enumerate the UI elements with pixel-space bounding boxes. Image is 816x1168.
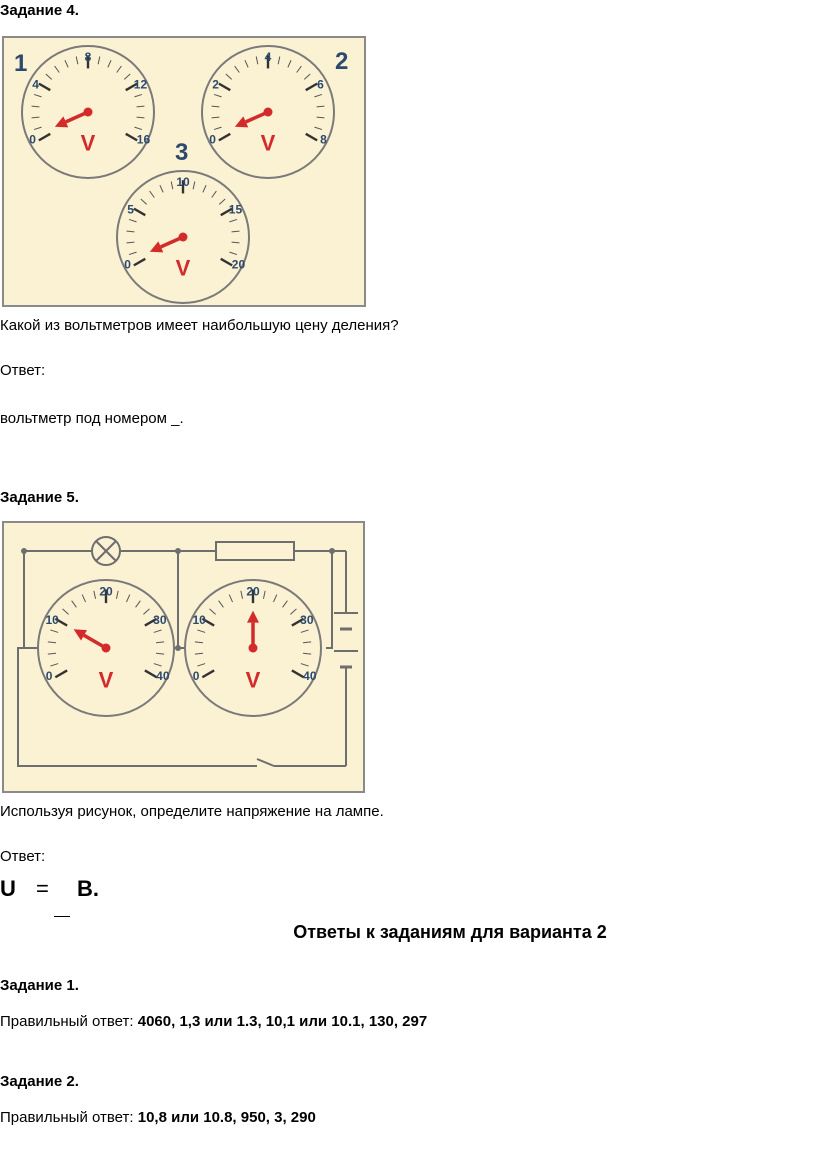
task4-answer-label: Ответ: <box>0 362 46 379</box>
meter-1-number: 1 <box>14 50 28 77</box>
answers-task2-heading: Задание 2. <box>0 1073 79 1090</box>
answer-blank <box>54 916 70 917</box>
formula-equals: = <box>36 876 49 901</box>
voltmeter-3-tick-label: 5 <box>127 202 134 217</box>
voltmeter-2-unit: V <box>260 130 276 156</box>
task4-question: Какой из вольтметров имеет наибольшую цену деления? <box>0 317 399 334</box>
formula-u: U <box>0 876 16 901</box>
task5-heading: Задание 5. <box>0 489 79 506</box>
voltmeter-3 <box>117 171 249 303</box>
voltmeter-3-tick-label: 15 <box>228 202 243 217</box>
task5-answer-label: Ответ: <box>0 848 46 865</box>
voltmeter-1-pivot <box>84 108 93 117</box>
circuit-voltmeter-2-unit: V <box>245 667 261 693</box>
voltmeter-3-tick-label: 10 <box>176 175 190 190</box>
circuit-figure <box>2 521 365 793</box>
circuit-voltmeter-1-tick-label: 0 <box>45 669 53 684</box>
voltmeter-2-tick-label: 4 <box>264 50 272 65</box>
circuit-voltmeter-2-tick-label: 30 <box>300 612 314 627</box>
voltmeter-2 <box>202 46 334 178</box>
circuit-voltmeter-1-pivot <box>102 644 111 653</box>
voltmeter-1 <box>22 46 154 178</box>
voltmeter-3-unit: V <box>175 255 191 281</box>
answers-task1-heading: Задание 1. <box>0 977 79 994</box>
answers-title: Ответы к заданиям для варианта 2 <box>293 922 607 942</box>
voltmeter-2-pivot <box>264 108 273 117</box>
circuit-voltmeter-2-tick-label: 0 <box>192 669 200 684</box>
task4-heading: Задание 4. <box>0 2 79 19</box>
task4-answer-text: вольтметр под номером _. <box>0 410 184 427</box>
resistor-symbol <box>216 542 294 560</box>
voltmeter-3-tick-label: 0 <box>124 257 131 272</box>
formula-unit: В. <box>77 876 99 901</box>
voltmeter-2-tick-label: 8 <box>320 132 327 147</box>
circuit-voltmeter-2-tick-label: 10 <box>192 612 206 627</box>
voltmeter-2-tick-label: 0 <box>209 132 216 147</box>
voltmeter-2-tick-label: 6 <box>317 77 324 92</box>
voltmeter-1-tick-label: 0 <box>29 132 36 147</box>
voltmeter-1-tick-label: 8 <box>84 50 92 65</box>
circuit-voltmeter-1-tick-label: 40 <box>156 669 170 684</box>
voltmeter-resistor <box>185 580 321 716</box>
answers-task2-line <box>0 1109 316 1126</box>
voltmeter-2-tick-label: 2 <box>212 77 219 92</box>
formula-line <box>0 876 99 902</box>
voltmeter-1-tick-label: 4 <box>32 77 39 92</box>
voltmeter-lamp <box>38 580 174 716</box>
answers-task2-values: 10,8 или 10.8, 950, 3, 290 <box>137 1109 316 1126</box>
voltmeter-3-tick-label: 20 <box>231 257 246 272</box>
lamp-symbol <box>92 537 120 565</box>
circuit-voltmeter-2-tick-label: 40 <box>303 669 317 684</box>
circuit-voltmeter-2-tick-label: 20 <box>246 584 260 599</box>
voltmeter-1-unit: V <box>80 130 96 156</box>
voltmeter-1-tick-label: 16 <box>136 132 151 147</box>
circuit-voltmeter-2-pivot <box>249 644 258 653</box>
circuit-voltmeter-1-tick-label: 20 <box>99 584 113 599</box>
answers-task1-line <box>0 1013 427 1030</box>
task5-question: Используя рисунок, определите напряжение на лампе. <box>0 803 384 820</box>
voltmeter-3-pivot <box>179 233 188 242</box>
circuit-voltmeter-1-tick-label: 30 <box>153 612 167 627</box>
answers-task1-prefix: Правильный ответ: <box>0 1013 138 1030</box>
answers-task1-values: 4060, 1,3 или 1.3, 10,1 или 10.1, 130, 297 <box>137 1013 428 1030</box>
circuit-voltmeter-1-unit: V <box>98 667 114 693</box>
voltmeter-1-tick-label: 12 <box>133 77 148 92</box>
meter-2-number: 2 <box>335 48 349 75</box>
circuit-voltmeter-1-tick-label: 10 <box>45 612 59 627</box>
answers-task2-prefix: Правильный ответ: <box>0 1109 138 1126</box>
voltmeters-figure <box>2 36 366 307</box>
meter-3-number: 3 <box>175 139 189 166</box>
